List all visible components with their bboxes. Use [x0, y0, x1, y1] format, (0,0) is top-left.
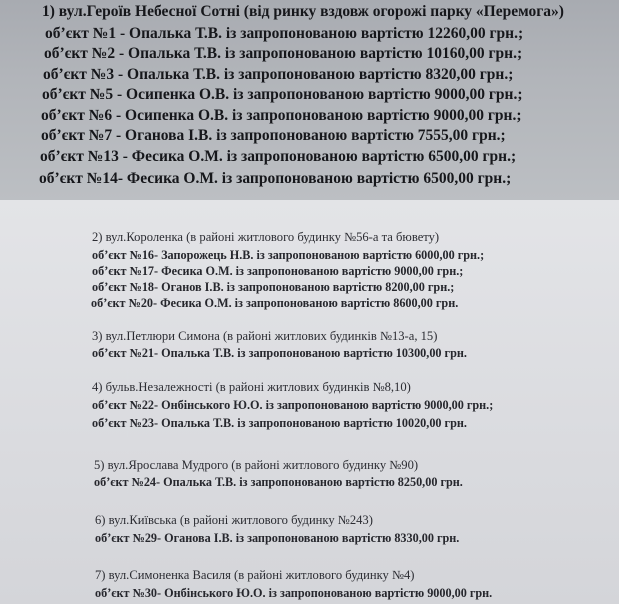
object-line: об’єкт №29- Оганова І.В. із запропонованою вартістю 8330,00 грн. — [95, 531, 460, 545]
object-line: об’єкт №5 - Осипенка О.В. із запропонованою вартістю 9000,00 грн.; — [42, 86, 523, 103]
section-7-heading: 7) вул.Симоненка Василя (в районі житлового будинку №4) — [95, 568, 415, 582]
object-line: об’єкт №7 - Оганова І.В. із запропонованою вартістю 7555,00 грн.; — [41, 127, 506, 144]
object-line: об’єкт №22- Онбінського Ю.О. із запропонованою вартістю 9000,00 грн.; — [92, 398, 494, 412]
object-line: об’єкт №13 - Фесика О.М. із запропонованою вартістю 6500,00 грн.; — [40, 148, 517, 165]
section-2-heading: 2) вул.Короленка (в районі житлового будинку №56-а та бювету) — [92, 230, 440, 244]
section-4-heading: 4) бульв.Незалежності (в районі житлових будинків №8,10) — [92, 380, 411, 394]
object-line: об’єкт №6 - Осипенка О.В. із запропонованою вартістю 9000,00 грн.; — [41, 107, 522, 124]
lower-paper-strip — [0, 200, 619, 604]
object-line: об’єкт №24- Опалька Т.В. із запропонованою вартістю 8250,00 грн. — [94, 475, 463, 489]
section-6-heading: 6) вул.Київська (в районі житлового будинку №243) — [95, 513, 373, 527]
object-line: об’єкт №17- Фесика О.М. із запропонованою вартістю 9000,00 грн.; — [92, 264, 464, 278]
object-line: об’єкт №21- Опалька Т.В. із запропонованою вартістю 10300,00 грн. — [92, 346, 467, 360]
section-1-heading: 1) вул.Героїв Небесної Сотні (від ринку вздовж огорожі парку «Перемога») — [42, 3, 564, 20]
section-3-heading: 3) вул.Петлюри Симона (в районі житлових будинків №13-а, 15) — [92, 329, 438, 343]
object-line: об’єкт №18- Оганов І.В. із запропонованою вартістю 8200,00 грн.; — [92, 280, 455, 294]
object-line: об’єкт №14- Фесика О.М. із запропонованою вартістю 6500,00 грн.; — [39, 170, 512, 187]
object-line: об’єкт №3 - Опалька Т.В. із запропонованою вартістю 8320,00 грн.; — [43, 66, 514, 83]
section-5-heading: 5) вул.Ярослава Мудрого (в районі житлового будинку №90) — [94, 458, 419, 472]
object-line: об’єкт №1 - Опалька Т.В. із запропонованою вартістю 12260,00 грн.; — [45, 25, 524, 42]
object-line: об’єкт №23- Опалька Т.В. із запропонованою вартістю 10020,00 грн. — [92, 416, 467, 430]
object-line: об’єкт №2 - Опалька Т.В. із запропонованою вартістю 10160,00 грн.; — [44, 45, 523, 62]
object-line: об’єкт №16- Запорожець Н.В. із запропонованою вартістю 6000,00 грн.; — [92, 248, 485, 262]
object-line: об’єкт №30- Онбінського Ю.О. із запропонованою вартістю 9000,00 грн. — [95, 586, 493, 600]
object-line: об’єкт №20- Фесика О.М. із запропонованою вартістю 8600,00 грн. — [91, 296, 459, 310]
upper-paper-strip — [0, 0, 619, 200]
